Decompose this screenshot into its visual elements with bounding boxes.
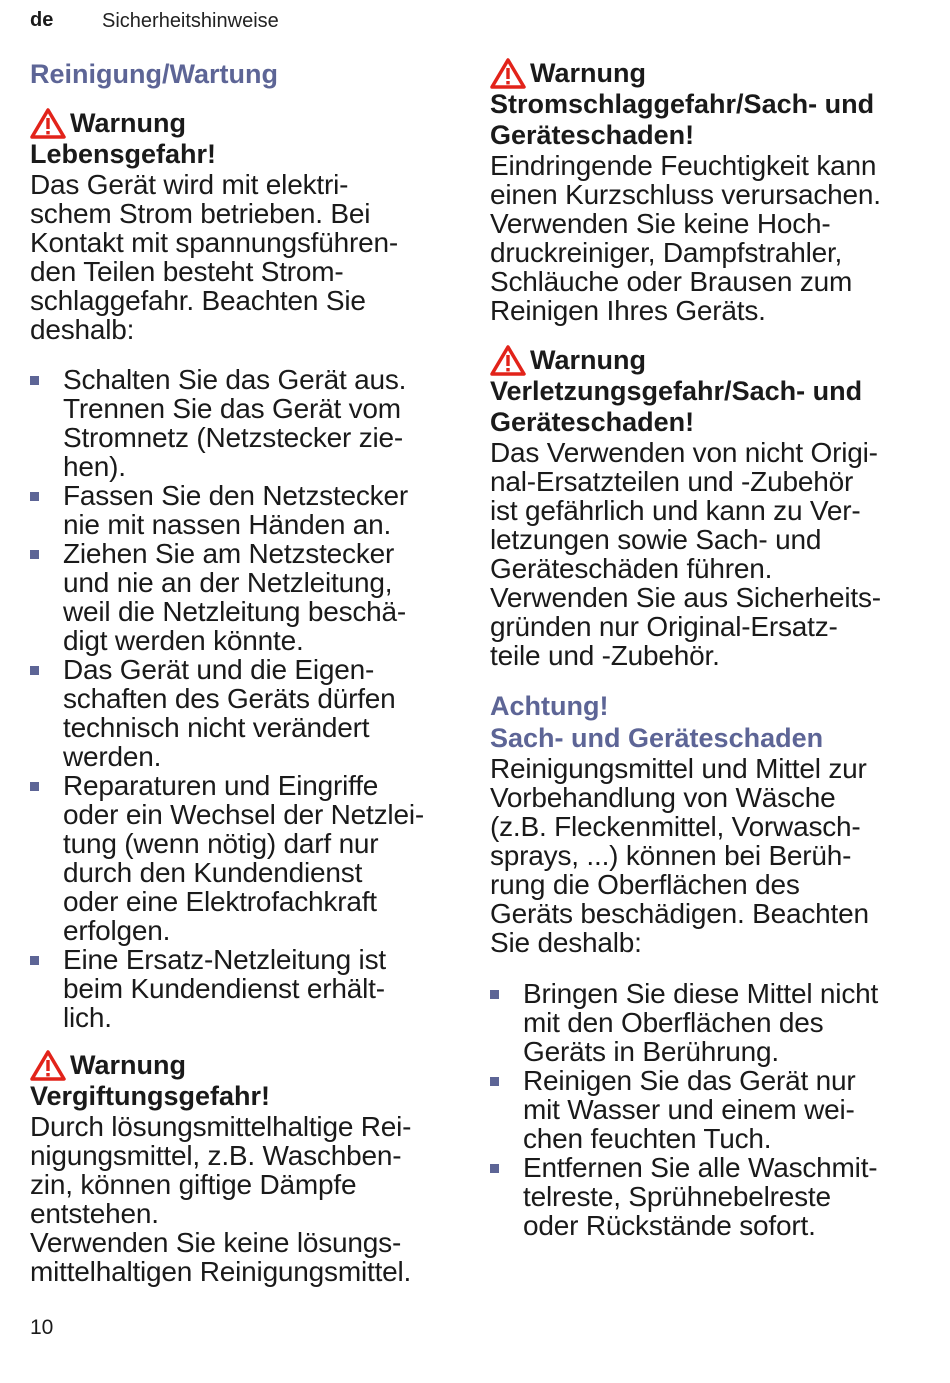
text-line: Reinigungsmittel und Mittel zur — [490, 753, 867, 784]
text-line: Verwenden Sie keine lösungs- — [30, 1227, 402, 1258]
text-line: teile und -Zubehör. — [490, 640, 720, 671]
bullet-square-icon — [30, 376, 39, 385]
text-line: mittelhaltigen Reinigungsmittel. — [30, 1256, 412, 1287]
section-title: Reinigung/Wartung — [30, 59, 278, 89]
right-column — [490, 58, 930, 1240]
bullet-square-icon — [30, 492, 39, 501]
warning-block — [490, 345, 930, 670]
text-line: Schläuche oder Brausen zum — [490, 266, 853, 297]
warning-subtitle: Geräteschaden! — [490, 407, 695, 437]
list-item: Reparaturen und Eingriffe oder ein Wechsel der Netzlei- tung (wenn nötig) darf nur durch den Kundendienst oder eine Elektrofachkraft erfolgen. — [30, 771, 460, 945]
header-lang: de — [30, 9, 54, 31]
warning-subtitle: Geräteschaden! — [490, 120, 695, 150]
text-line: Eindringende Feuchtigkeit kann — [490, 150, 877, 181]
list-item: Fassen Sie den Netzstecker nie mit nassen Händen an. — [30, 481, 460, 539]
text-line: schlaggefahr. Beachten Sie — [30, 285, 366, 316]
bullet-square-icon — [30, 956, 39, 965]
warning-triangle-icon — [30, 1050, 66, 1081]
list-item: Eine Ersatz-Netzleitung ist beim Kundendienst erhält- lich. — [30, 945, 460, 1032]
text-line: Verwenden Sie aus Sicherheits- — [490, 582, 881, 613]
text-line: einen Kurzschluss verursachen. — [490, 179, 881, 210]
text-line: letzungen sowie Sach- und — [490, 524, 822, 555]
bullet-square-icon — [490, 1164, 499, 1173]
text-line: deshalb: — [30, 314, 135, 345]
text-line: gründen nur Original-Ersatz- — [490, 611, 838, 642]
safety-list — [30, 365, 460, 1032]
list-item: Schalten Sie das Gerät aus. Trennen Sie das Gerät vom Stromnetz (Netzstecker zie- hen). — [30, 365, 460, 481]
text-line: den Teilen besteht Strom- — [30, 256, 344, 287]
left-column — [30, 58, 460, 1286]
warning-subtitle: Verletzungsgefahr/Sach- und — [490, 376, 863, 406]
warning-subtitle: Vergiftungsgefahr! — [30, 1081, 271, 1111]
warning-subtitle: Stromschlaggefahr/Sach- und — [490, 89, 875, 119]
bullet-square-icon — [30, 550, 39, 559]
warning-label: Warnung — [530, 345, 646, 375]
text-line: Kontakt mit spannungsführen- — [30, 227, 398, 258]
page-number: 10 — [30, 1316, 54, 1339]
list-item: Reinigen Sie das Gerät nur mit Wasser und einem wei- chen feuchten Tuch. — [490, 1066, 930, 1153]
bullet-square-icon — [490, 1077, 499, 1086]
text-line: Vorbehandlung von Wäsche — [490, 782, 836, 813]
warning-label: Warnung — [70, 108, 186, 138]
warning-label: Warnung — [70, 1050, 186, 1080]
text-line: rung die Oberflächen des — [490, 869, 800, 900]
bullet-square-icon — [30, 666, 39, 675]
text-line: Das Verwenden von nicht Origi- — [490, 437, 878, 468]
text-line: sprays, ...) können bei Berüh- — [490, 840, 852, 871]
header-title: Sicherheitshinweise — [102, 10, 279, 32]
caution-block — [490, 690, 930, 957]
text-line: nigungsmittel, z.B. Waschben- — [30, 1140, 402, 1171]
text-line: Das Gerät wird mit elektri- — [30, 169, 349, 200]
text-line: zin, können giftige Dämpfe — [30, 1169, 357, 1200]
bullet-square-icon — [30, 782, 39, 791]
warning-block — [30, 108, 460, 344]
warning-triangle-icon — [490, 58, 526, 89]
warning-label: Warnung — [530, 58, 646, 88]
warning-subtitle: Lebensgefahr! — [30, 139, 217, 169]
text-line: (z.B. Fleckenmittel, Vorwasch- — [490, 811, 861, 842]
text-line: schem Strom betrieben. Bei — [30, 198, 371, 229]
caution-title: Achtung! — [490, 691, 609, 721]
list-item: Bringen Sie diese Mittel nicht mit den Oberflächen des Geräts in Berührung. — [490, 979, 930, 1066]
text-line: Durch lösungsmittelhaltige Rei- — [30, 1111, 412, 1142]
caution-subtitle: Sach- und Geräteschaden — [490, 723, 824, 753]
bullet-square-icon — [490, 990, 499, 999]
text-line: Reinigen Ihres Geräts. — [490, 295, 766, 326]
list-item: Das Gerät und die Eigen- schaften des Geräts dürfen technisch nicht verändert werden. — [30, 655, 460, 771]
warning-triangle-icon — [30, 108, 66, 139]
text-line: nal-Ersatzteilen und -Zubehör — [490, 466, 854, 497]
caution-list — [490, 979, 930, 1240]
warning-triangle-icon — [490, 345, 526, 376]
text-line: Geräteschäden führen. — [490, 553, 773, 584]
text-line: ist gefährlich und kann zu Ver- — [490, 495, 861, 526]
list-item: Ziehen Sie am Netzstecker und nie an der Netzleitung, weil die Netzleitung beschä- digt werden könnte. — [30, 539, 460, 655]
text-line: entstehen. — [30, 1198, 159, 1229]
warning-block — [490, 58, 930, 325]
warning-block — [30, 1050, 460, 1286]
list-item: Entfernen Sie alle Waschmit- telreste, Sprühnebelreste oder Rückstände sofort. — [490, 1153, 930, 1240]
text-line: Sie deshalb: — [490, 927, 642, 958]
text-line: Verwenden Sie keine Hoch- — [490, 208, 831, 239]
text-line: druckreiniger, Dampfstrahler, — [490, 237, 843, 268]
text-line: Geräts beschädigen. Beachten — [490, 898, 869, 929]
